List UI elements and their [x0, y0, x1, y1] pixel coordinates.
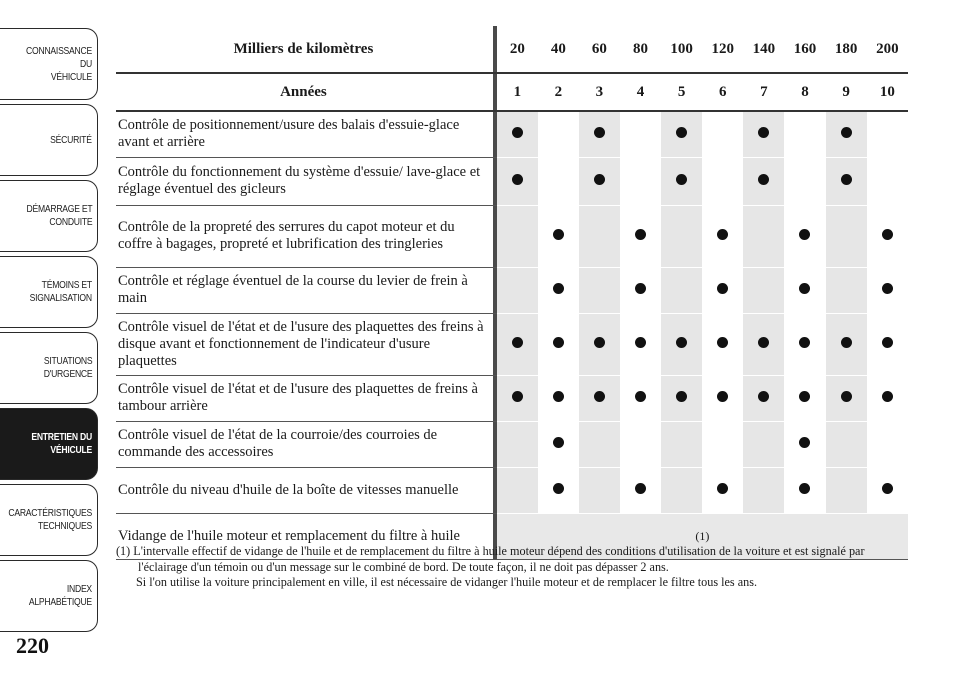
check-dot-icon [799, 283, 810, 294]
interval-cell [867, 467, 908, 513]
check-dot-icon [512, 337, 523, 348]
check-dot-icon [758, 337, 769, 348]
check-dot-icon [594, 391, 605, 402]
check-dot-icon [717, 337, 728, 348]
check-dot-icon [553, 229, 564, 240]
interval-cell [784, 111, 825, 157]
check-dot-icon [758, 174, 769, 185]
maintenance-item-label: Contrôle de positionnement/usure des balais d'essuie-glace avant et arrière [116, 111, 493, 157]
page-number: 220 [16, 633, 49, 658]
chapter-tab-8[interactable] [0, 560, 98, 632]
check-dot-icon [553, 483, 564, 494]
km-value: 160 [784, 26, 825, 73]
maintenance-row [116, 157, 908, 205]
interval-cell [702, 157, 743, 205]
check-dot-icon [758, 127, 769, 138]
chapter-tab-label: SITUATIONS D'URGENCE [43, 355, 92, 380]
chapter-tab-1[interactable] [0, 28, 98, 100]
interval-cell [620, 267, 661, 313]
interval-cell [579, 205, 620, 267]
interval-cell [620, 467, 661, 513]
footnote-text-city: Si l'on utilise la voiture principalement en ville, il est nécessaire de vidanger l'huile moteur et de remplacer le filtre tous les ans. [136, 575, 758, 589]
chapter-tab-5[interactable] [0, 332, 98, 404]
interval-cell [497, 313, 538, 375]
interval-cell [743, 205, 784, 267]
interval-cell [702, 467, 743, 513]
maintenance-item-label: Contrôle et réglage éventuel de la course du levier de frein à main [116, 267, 493, 313]
interval-cell [826, 467, 867, 513]
interval-cell [826, 421, 867, 467]
interval-cell [538, 421, 579, 467]
maintenance-row [116, 111, 908, 157]
interval-cell [661, 421, 702, 467]
interval-cell [784, 421, 825, 467]
km-value: 40 [538, 26, 579, 73]
maintenance-item-label: Contrôle visuel de l'état et de l'usure des plaquettes des freins à disque avant et fonctionnement de l'indicateur d'usure plaquettes [116, 313, 493, 375]
interval-cell [702, 267, 743, 313]
interval-cell [579, 267, 620, 313]
check-dot-icon [635, 483, 646, 494]
interval-cell [497, 267, 538, 313]
check-dot-icon [512, 174, 523, 185]
interval-cell [661, 467, 702, 513]
interval-cell [743, 375, 784, 421]
chapter-tab-label: CARACTÉRISTIQUES TECHNIQUES [8, 507, 92, 532]
interval-cell [867, 313, 908, 375]
check-dot-icon [635, 337, 646, 348]
km-header-label: Milliers de kilomètres [116, 26, 493, 73]
km-header-row [116, 26, 908, 73]
check-dot-icon [882, 483, 893, 494]
chapter-tab-label: SÉCURITÉ [50, 133, 92, 146]
interval-cell [702, 205, 743, 267]
interval-cell [743, 111, 784, 157]
interval-cell [826, 313, 867, 375]
check-dot-icon [799, 391, 810, 402]
check-dot-icon [676, 174, 687, 185]
maintenance-row [116, 205, 908, 267]
interval-cell [620, 375, 661, 421]
year-value: 1 [497, 73, 538, 111]
interval-cell [579, 421, 620, 467]
interval-cell [826, 375, 867, 421]
interval-cell [661, 157, 702, 205]
km-value: 200 [867, 26, 908, 73]
interval-cell [497, 111, 538, 157]
check-dot-icon [676, 337, 687, 348]
interval-cell [702, 111, 743, 157]
interval-cell [784, 467, 825, 513]
km-value: 120 [702, 26, 743, 73]
footnote [116, 544, 906, 591]
year-value: 8 [784, 73, 825, 111]
interval-cell [826, 267, 867, 313]
interval-cell [784, 157, 825, 205]
year-header-label: Années [116, 73, 493, 111]
interval-cell [702, 313, 743, 375]
interval-cell [661, 375, 702, 421]
interval-cell [579, 467, 620, 513]
check-dot-icon [841, 337, 852, 348]
check-dot-icon [799, 483, 810, 494]
maintenance-row [116, 267, 908, 313]
maintenance-item-label: Contrôle visuel de l'état de la courroie/des courroies de commande des accessoires [116, 421, 493, 467]
interval-cell [826, 205, 867, 267]
check-dot-icon [758, 391, 769, 402]
check-dot-icon [594, 337, 605, 348]
footnote-text: (1) L'intervalle effectif de vidange de l'huile et de remplacement du filtre à huile moteur dépend des conditions d'utilisation de la voiture et est signalé par l'éclairage d'un témoin ou d'un message sur le combiné de bord. De toute façon, il ne doit pas dépasser 2 ans. [116, 544, 865, 574]
chapter-tab-label: ENTRETIEN DU VÉHICULE [31, 431, 92, 456]
interval-cell [702, 421, 743, 467]
maintenance-item-label: Contrôle de la propreté des serrures du capot moteur et du coffre à bagages, propreté et lubrification des tringleries [116, 205, 493, 267]
check-dot-icon [635, 391, 646, 402]
maintenance-row [116, 421, 908, 467]
interval-cell [620, 313, 661, 375]
interval-cell [579, 111, 620, 157]
interval-cell [538, 157, 579, 205]
check-dot-icon [512, 391, 523, 402]
year-value: 10 [867, 73, 908, 111]
interval-cell [538, 267, 579, 313]
interval-cell [826, 111, 867, 157]
interval-cell [784, 267, 825, 313]
chapter-tab-4[interactable] [0, 256, 98, 328]
maintenance-item-label: Contrôle du niveau d'huile de la boîte de vitesses manuelle [116, 467, 493, 513]
check-dot-icon [841, 174, 852, 185]
interval-cell [867, 205, 908, 267]
interval-cell [743, 157, 784, 205]
interval-cell [579, 313, 620, 375]
check-dot-icon [635, 229, 646, 240]
interval-cell [702, 375, 743, 421]
km-value: 140 [743, 26, 784, 73]
check-dot-icon [799, 337, 810, 348]
chapter-tab-label: CONNAISSANCE DU VÉHICULE [26, 44, 92, 83]
interval-cell [579, 375, 620, 421]
check-dot-icon [882, 391, 893, 402]
interval-cell [743, 421, 784, 467]
year-value: 9 [826, 73, 867, 111]
interval-cell [743, 267, 784, 313]
interval-cell [538, 205, 579, 267]
interval-cell [538, 467, 579, 513]
km-value: 180 [826, 26, 867, 73]
interval-cell [826, 157, 867, 205]
interval-cell [867, 375, 908, 421]
chapter-tab-label: INDEX ALPHABÉTIQUE [28, 583, 92, 608]
check-dot-icon [841, 127, 852, 138]
year-value: 2 [538, 73, 579, 111]
check-dot-icon [882, 283, 893, 294]
chapter-tab-2[interactable] [0, 104, 98, 176]
chapter-tab-label: TÉMOINS ET SIGNALISATION [29, 279, 92, 304]
km-value: 20 [497, 26, 538, 73]
check-dot-icon [553, 283, 564, 294]
interval-cell [497, 157, 538, 205]
interval-cell [661, 267, 702, 313]
maintenance-item-label: Contrôle visuel de l'état et de l'usure des plaquettes de freins à tambour arrière [116, 375, 493, 421]
year-header-row [116, 73, 908, 111]
interval-cell [497, 421, 538, 467]
chapter-tab-3[interactable] [0, 180, 98, 252]
check-dot-icon [553, 391, 564, 402]
check-dot-icon [882, 229, 893, 240]
chapter-tab-6[interactable] [0, 408, 98, 480]
interval-cell [784, 375, 825, 421]
interval-cell [620, 421, 661, 467]
interval-cell [620, 157, 661, 205]
check-dot-icon [717, 283, 728, 294]
interval-cell [579, 157, 620, 205]
interval-cell [620, 111, 661, 157]
year-value: 6 [702, 73, 743, 111]
check-dot-icon [676, 127, 687, 138]
footnote-reference: (1) [497, 513, 908, 559]
chapter-tab-7[interactable] [0, 484, 98, 556]
maintenance-row [116, 467, 908, 513]
km-value: 60 [579, 26, 620, 73]
year-value: 4 [620, 73, 661, 111]
check-dot-icon [717, 483, 728, 494]
check-dot-icon [553, 437, 564, 448]
interval-cell [497, 375, 538, 421]
check-dot-icon [553, 337, 564, 348]
interval-cell [867, 267, 908, 313]
year-value: 7 [743, 73, 784, 111]
check-dot-icon [882, 337, 893, 348]
interval-cell [867, 421, 908, 467]
year-value: 3 [579, 73, 620, 111]
check-dot-icon [799, 229, 810, 240]
interval-cell [497, 205, 538, 267]
maintenance-row [116, 313, 908, 375]
interval-cell [661, 205, 702, 267]
interval-cell [538, 375, 579, 421]
maintenance-schedule-table [116, 26, 908, 560]
check-dot-icon [676, 391, 687, 402]
check-dot-icon [594, 174, 605, 185]
chapter-tab-label: DÉMARRAGE ET CONDUITE [26, 203, 92, 228]
check-dot-icon [841, 391, 852, 402]
interval-cell [620, 205, 661, 267]
interval-cell [743, 467, 784, 513]
km-value: 100 [661, 26, 702, 73]
check-dot-icon [635, 283, 646, 294]
km-value: 80 [620, 26, 661, 73]
check-dot-icon [512, 127, 523, 138]
year-value: 5 [661, 73, 702, 111]
maintenance-item-label: Vidange de l'huile moteur et remplacement du filtre à huile [116, 513, 493, 559]
interval-cell [661, 313, 702, 375]
interval-cell [497, 467, 538, 513]
check-dot-icon [717, 229, 728, 240]
interval-cell [743, 313, 784, 375]
check-dot-icon [594, 127, 605, 138]
maintenance-row [116, 375, 908, 421]
interval-cell [867, 157, 908, 205]
check-dot-icon [799, 437, 810, 448]
interval-cell [538, 313, 579, 375]
check-dot-icon [717, 391, 728, 402]
maintenance-item-label: Contrôle du fonctionnement du système d'essuie/ lave-glace et réglage éventuel des gicleurs [116, 157, 493, 205]
interval-cell [867, 111, 908, 157]
interval-cell [661, 111, 702, 157]
interval-cell [784, 313, 825, 375]
interval-cell [538, 111, 579, 157]
interval-cell [784, 205, 825, 267]
